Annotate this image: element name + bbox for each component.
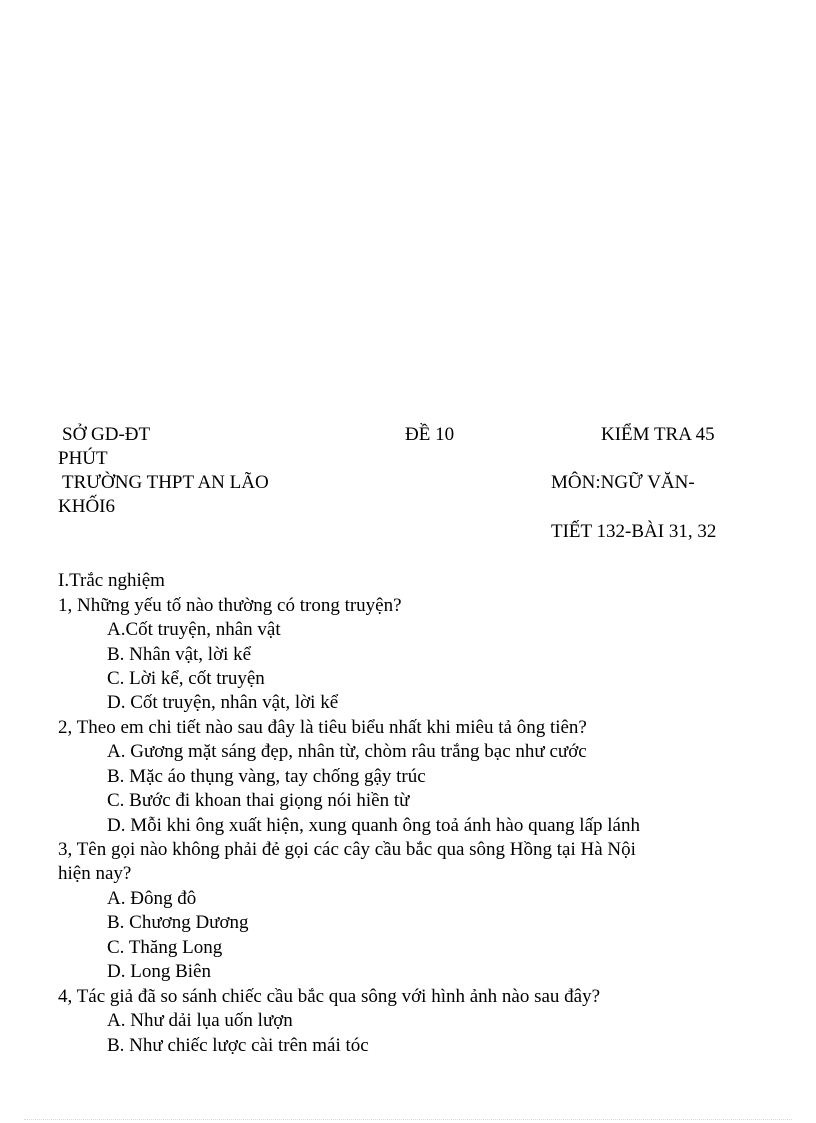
page-bottom-divider	[24, 1119, 792, 1120]
option-d: D. Long Biên	[107, 961, 211, 982]
option-b: B. Chương Dương	[107, 912, 249, 933]
subject-label: MÔN:NGỮ VĂN-	[551, 472, 695, 493]
option-a: A. Gương mặt sáng đẹp, nhân từ, chòm râu trắng bạc như cước	[107, 741, 587, 762]
option-c: C. Bước đi khoan thai giọng nói hiền từ	[107, 790, 410, 811]
option-a: A. Như dải lụa uốn lượn	[107, 1010, 293, 1031]
question-text: 1, Những yếu tố nào thường có trong truyện?	[58, 595, 402, 616]
option-d: D. Mỗi khi ông xuất hiện, xung quanh ông toả ánh hào quang lấp lánh	[107, 815, 640, 836]
exam-type-continued: PHÚT	[58, 448, 108, 469]
question-text-continued: hiện nay?	[58, 863, 132, 884]
section-title: I.Trắc nghiệm	[58, 570, 165, 591]
option-c: C. Thăng Long	[107, 937, 223, 958]
department-label: SỞ GD-ĐT	[62, 424, 151, 445]
option-a: A.Cốt truyện, nhân vật	[107, 619, 281, 640]
exam-type: KIỂM TRA 45	[601, 424, 715, 445]
option-c: C. Lời kể, cốt truyện	[107, 668, 265, 689]
option-b: B. Nhân vật, lời kể	[107, 644, 252, 665]
question-text: 3, Tên gọi nào không phải đẻ gọi các cây cầu bắc qua sông Hồng tại Hà Nội	[58, 839, 636, 860]
option-b: B. Như chiếc lược cài trên mái tóc	[107, 1035, 369, 1056]
question-text: 4, Tác giả đã so sánh chiếc cầu bắc qua sông với hình ảnh nào sau đây?	[58, 986, 601, 1007]
option-b: B. Mặc áo thụng vàng, tay chống gậy trúc	[107, 766, 426, 787]
question-text: 2, Theo em chi tiết nào sau đây là tiêu biểu nhất khi miêu tả ông tiên?	[58, 717, 587, 738]
exam-code: ĐỀ 10	[405, 424, 455, 445]
school-name: TRƯỜNG THPT AN LÃO	[62, 472, 269, 493]
option-a: A. Đông đô	[107, 888, 197, 909]
subject-continued: KHỐI6	[58, 496, 115, 517]
option-d: D. Cốt truyện, nhân vật, lời kể	[107, 692, 339, 713]
lesson-label: TIẾT 132-BÀI 31, 32	[551, 521, 717, 542]
